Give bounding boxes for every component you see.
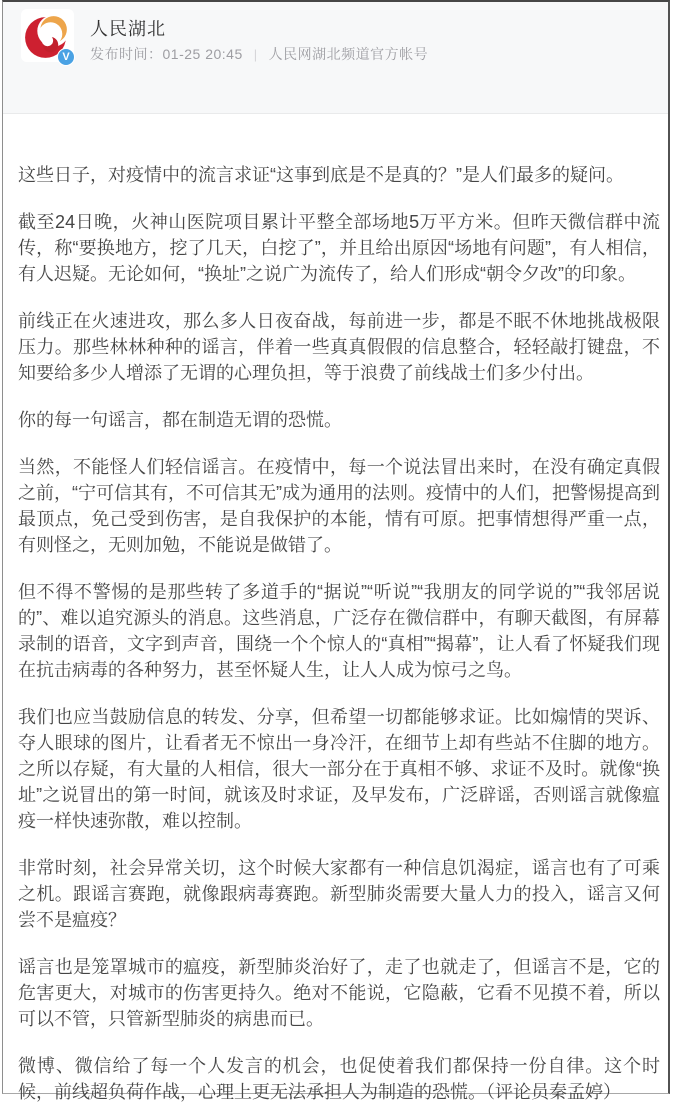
paragraph: 但不得不警惕的是那些转了多道手的“据说”“听说”“我朋友的同学说的”“我邻居说的”、难以追究源头的消息。这些消息，广泛存在微信群中，有聊天截图，有屏幕录制的语音，文字到声音，围绕一个个惊人的“真相”“揭幕”，让人看了怀疑我们现在抗击病毒的各种努力，甚至怀疑人生，让人人成为惊弓之鸟。 — [18, 582, 660, 680]
account-name[interactable]: 人民湖北 — [90, 19, 166, 39]
post-header — [3, 2, 668, 114]
paragraph: 我们也应当鼓励信息的转发、分享，但希望一切都能够求证。比如煽情的哭诉、夺人眼球的图片，让看者无不惊出一身冷汗，在细节上却有些站不住脚的地方。之所以存疑，有大量的人相信，很大一部分在于真相不够、求证不及时。就像“换址”之说冒出的第一时间，就该及时求证，及早发布，广泛辟谣，否则谣言就像瘟疫一样快速弥散，难以控制。 — [18, 707, 660, 831]
publish-time: 发布时间：01-25 20:45 — [90, 46, 243, 62]
article-body — [3, 114, 668, 1105]
paragraph: 谣言也是笼罩城市的瘟疫，新型肺炎治好了，走了也就走了，但谣言不是，它的危害更大，对城市的伤害更持久。绝对不能说，它隐蔽，它看不见摸不着，所以可以不管，只管新型肺炎的病患而已。 — [18, 957, 660, 1029]
post-meta — [90, 44, 428, 64]
paragraph: 非常时刻，社会异常关切，这个时候大家都有一种信息饥渴症，谣言也有了可乘之机。跟谣言赛跑，就像跟病毒赛跑。新型肺炎需要大量人力的投入，谣言又何尝不是瘟疫？ — [18, 858, 660, 930]
paragraph: 当然，不能怪人们轻信谣言。在疫情中，每一个说法冒出来时，在没有确定真假之前，“宁可信其有，不可信其无”成为通用的法则。疫情中的人们，把警惕提高到最顶点，免己受到伤害，是自我保护的本能，情有可原。把事情想得严重一点，有则怪之，无则加勉，不能说是做错了。 — [18, 457, 660, 555]
paragraph: 微博、微信给了每一个人发言的机会，也促使着我们都保持一份自律。这个时候，前线超负荷作战，心理上更无法承担人为制造的恐慌。（评论员秦孟婷） — [18, 1056, 660, 1102]
paragraph: 你的每一句谣言，都在制造无谓的恐慌。 — [18, 410, 342, 430]
verified-badge-icon: V — [57, 48, 75, 66]
paragraph: 前线正在火速进攻，那么多人日夜奋战，每前进一步，都是不眠不休地挑战极限压力。那些林林种种的谣言，伴着一些真真假假的信息整合，轻轻敲打键盘，不知要给多少人增添了无谓的心理负担，等于浪费了前线战士们多少付出。 — [18, 311, 660, 383]
meta-separator: | — [253, 46, 258, 62]
account-description: 人民网湖北频道官方帐号 — [268, 46, 429, 62]
paragraph: 截至24日晚，火神山医院项目累计平整全部场地5万平方米。但昨天微信群中流传，称“要换地方，挖了几天，白挖了”，并且给出原因“场地有问题”，有人相信，有人迟疑。无论如何，“换址”之说广为流传了，给人们形成“朝令夕改”的印象。 — [18, 212, 660, 284]
post-card — [2, 0, 670, 1102]
paragraph: 这些日子，对疫情中的流言求证“这事到底是不是真的？”是人们最多的疑问。 — [18, 165, 624, 185]
avatar[interactable] — [21, 9, 74, 62]
